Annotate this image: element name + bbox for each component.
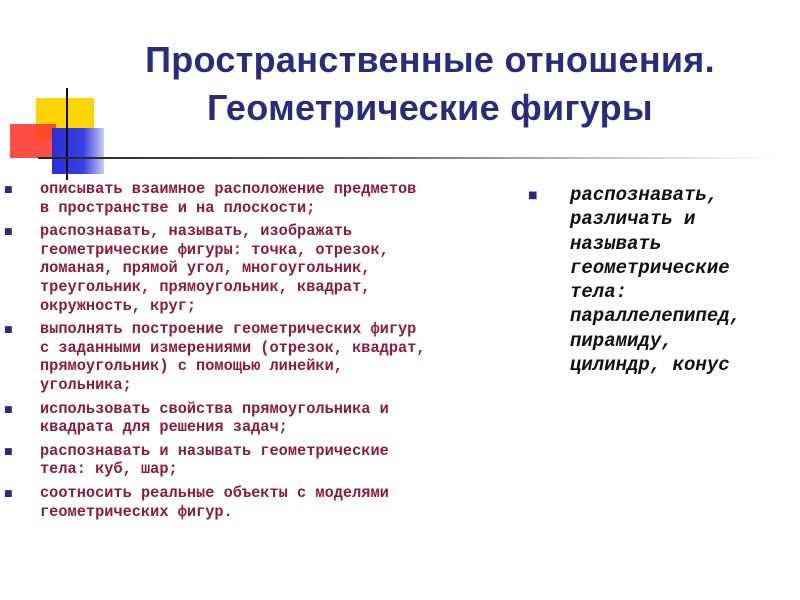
bullet-square-icon: ■ [4,227,13,238]
list-item [4,320,504,394]
list-item-line: ломаная, прямой угол, многоугольник, [40,259,371,278]
list-item-line: пирамиду, [570,329,673,352]
slide-title [80,36,780,132]
list-item-line: геометрических фигур. [40,502,233,521]
bullet-square-icon: ■ [4,446,13,457]
list-item-line: тела: куб, шар; [40,460,178,479]
list-item-line: распознавать и называть геометрические [40,441,389,460]
red-square [10,124,56,158]
list-item [4,400,504,437]
list-item-line: с заданными измерениями (отрезок, квадрат, [40,338,426,357]
list-item-line: описывать взаимное расположение предметов [40,180,417,198]
list-item-line: называть [570,232,662,255]
bullet-square-icon: ■ [4,404,13,415]
list-item-line: квадрата для решения задач; [40,418,288,437]
right-bullet-list [528,183,788,377]
vertical-line [66,88,68,180]
bullet-square-icon: ■ [4,325,13,336]
list-item-line: в пространстве и на плоскости; [40,198,316,217]
title-divider-line [38,157,778,159]
title-line-2: Геометрические фигуры [207,87,653,128]
list-item [4,442,504,479]
list-item-line: окружность, круг; [40,296,197,315]
list-item-line: использовать свойства прямоугольника и [40,399,389,418]
right-column [528,183,788,377]
list-item-line: тела: [570,281,628,304]
list-item-line: геометрические фигуры: точка, отрезок, [40,240,389,259]
list-item-line: соотносить реальные объекты с моделями [40,483,389,502]
list-item-line: геометрические [570,256,730,279]
list-item [4,222,504,315]
title-line-1: Пространственные отношения. [145,39,715,80]
list-item [4,180,504,217]
blue-square [52,128,104,174]
list-item-line: цилиндр, конус [570,354,730,377]
list-item-line: треугольник, прямоугольник, квадрат, [40,277,371,296]
list-item-line: угольника; [40,375,132,394]
bullet-square-icon: ■ [528,190,538,201]
list-item-line: параллелепипед, [570,305,742,328]
list-item-line: выполнять построение геометрических фигур [40,320,417,339]
bullet-square-icon: ■ [4,185,13,195]
list-item-line: распознавать, [570,184,719,206]
bullet-square-icon: ■ [4,488,13,499]
list-item-line: распознавать, называть, изображать [40,222,353,241]
list-item [528,183,788,377]
left-column [4,180,504,526]
list-item-line: различать и [570,208,696,231]
list-item-line: прямоугольник) с помощью линейки, [40,357,343,376]
left-bullet-list [4,180,504,521]
list-item [4,484,504,521]
